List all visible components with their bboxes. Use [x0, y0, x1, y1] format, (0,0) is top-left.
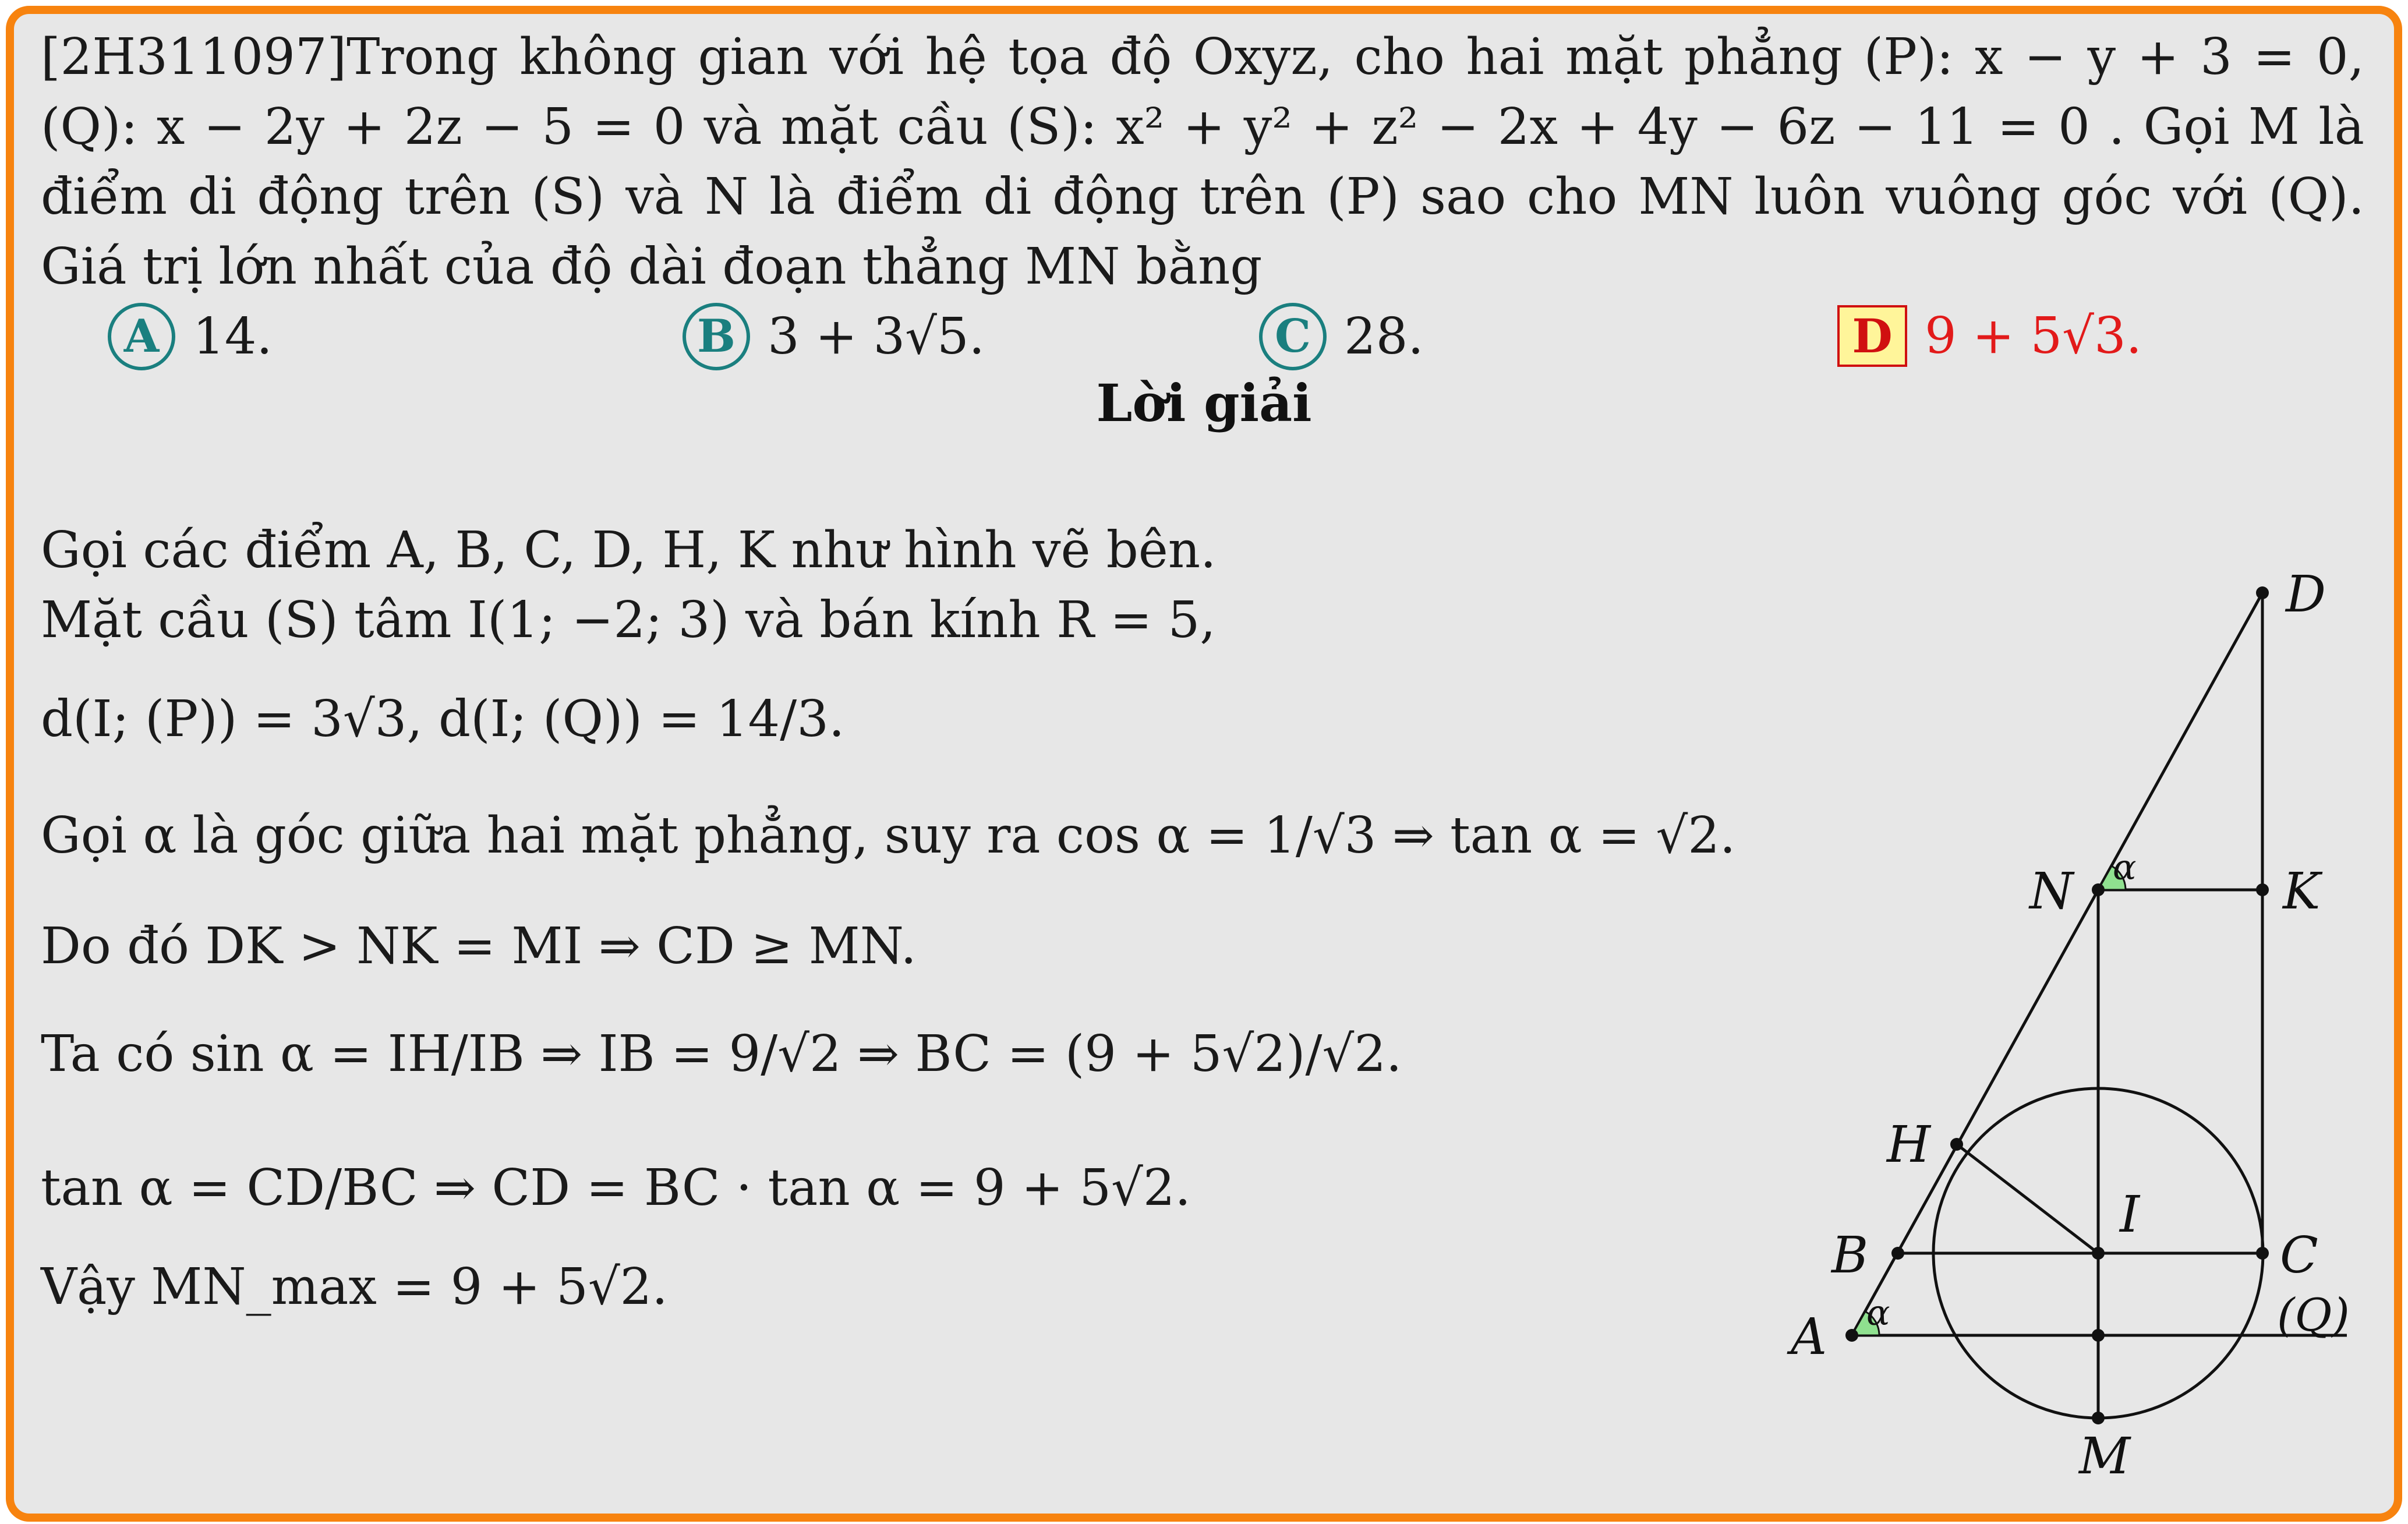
label-B: B	[1831, 1226, 1869, 1285]
solution-line-7: tan α = CD/BC ⇒ CD = BC · tan α = 9 + 5√2.	[41, 1159, 1191, 1217]
line-AD	[1852, 593, 2262, 1335]
option-a-letter: A	[108, 303, 175, 370]
option-b-value: 3 + 3√5.	[768, 307, 985, 366]
option-d-letter: D	[1837, 305, 1907, 367]
point-D	[2256, 586, 2269, 599]
point-K	[2256, 883, 2269, 896]
problem-text: [2H311097]Trong không gian với hệ tọa độ Oxyz, cho hai mặt phẳng (P): x − y + 3 = 0, (Q): x − 2y + 2z − 5 = 0 và mặt cầu (S): x² + y² + z² − 2x + 4y − 6z − 11 = 0 . Gọi M là điểm di động trên (S) và N là điểm di động trên (P) sao cho MN luôn vuông góc với (Q). Giá trị lớn nhất của độ dài đoạn thẳng MN bằng	[41, 28, 2364, 296]
solution-heading: Lời giải	[1096, 373, 1312, 433]
label-K: K	[2283, 862, 2321, 921]
point-I	[2092, 1247, 2105, 1260]
option-c-value: 28.	[1344, 307, 1424, 366]
label-alpha-a: α	[1866, 1293, 1890, 1334]
line-HI	[1957, 1144, 2098, 1253]
point-H	[1950, 1138, 1963, 1151]
solution-line-1: Gọi các điểm A, B, C, D, H, K như hình vẽ bên.	[41, 521, 1217, 579]
option-d-value: 9 + 5√3.	[1925, 306, 2142, 365]
label-H: H	[1887, 1116, 1930, 1174]
label-C: C	[2280, 1226, 2318, 1285]
point-A	[1845, 1329, 1858, 1342]
point-M	[2092, 1412, 2105, 1424]
option-b-letter: B	[683, 303, 750, 370]
option-c-letter: C	[1259, 303, 1327, 370]
point-foot	[2092, 1329, 2105, 1342]
solution-line-4: Gọi α là góc giữa hai mặt phẳng, suy ra cos α = 1/√3 ⇒ tan α = √2.	[41, 807, 1736, 865]
label-plane-q: (Q)	[2277, 1289, 2350, 1342]
solution-line-3: d(I; (P)) = 3√3, d(I; (Q)) = 14/3.	[41, 690, 845, 748]
option-a-value: 14.	[193, 307, 273, 366]
label-N: N	[2029, 862, 2074, 921]
label-I: I	[2120, 1186, 2140, 1244]
point-B	[1891, 1247, 1904, 1260]
solution-line-2: Mặt cầu (S) tâm I(1; −2; 3) và bán kính R = 5,	[41, 591, 1216, 649]
solution-line-8: Vậy MN_max = 9 + 5√2.	[41, 1258, 668, 1316]
label-A: A	[1791, 1308, 1827, 1366]
solution-line-6: Ta có sin α = IH/IB ⇒ IB = 9/√2 ⇒ BC = (9 + 5√2)/√2.	[41, 1025, 1402, 1083]
label-D: D	[2286, 565, 2326, 624]
label-alpha-n: α	[2113, 847, 2137, 888]
point-C	[2256, 1247, 2269, 1260]
point-N	[2092, 883, 2105, 896]
solution-line-5: Do đó DK > NK = MI ⇒ CD ≥ MN.	[41, 917, 917, 975]
label-M: M	[2079, 1427, 2131, 1486]
